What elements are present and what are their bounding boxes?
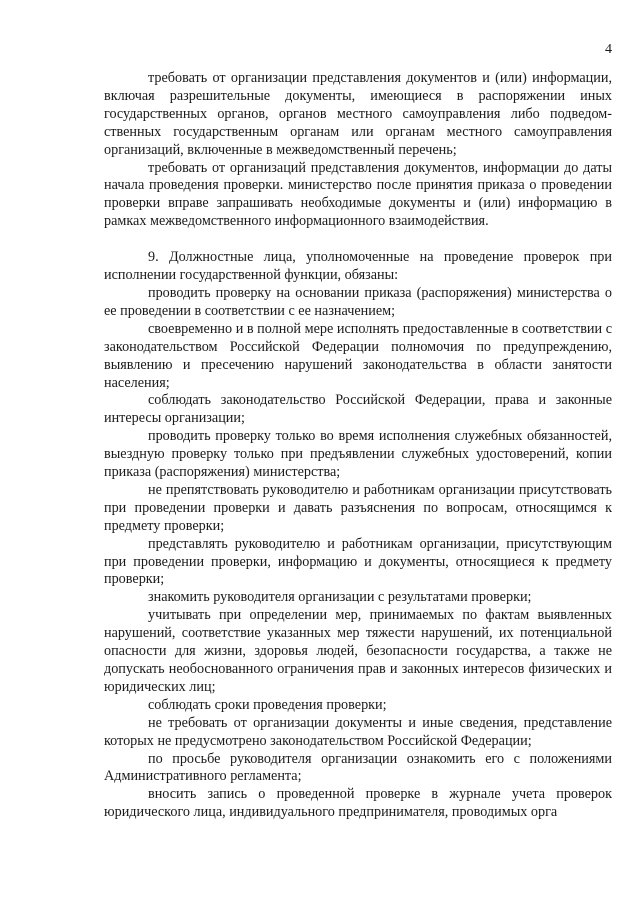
paragraph: учитывать при определении мер, принимаемых по фактам выявленных нарушений, соответствие указанных мер тяжести нарушений, их потенциальной опасности для жизни, здоровья людей, безопасности государства, а также не допускать необоснованного ограничения прав и законных интересов физических и юридических лиц; xyxy=(104,607,612,695)
paragraph: требовать от организации представления документов и (или) информации, включая разрешительные документы, имеющиеся в распоряжении иных государственных органов, органов местного самоуправления либо подведомственных государственным органам или органам местного самоуправления организаций, включенные в межведомственный перечень; xyxy=(104,70,612,158)
paragraph: не препятствовать руководителю и работникам организации присутствовать при проведении проверки и давать разъяснения по вопросам, относящимся к предмету проверки; xyxy=(104,481,612,534)
paragraph: не требовать от организации документы и иные сведения, представление которых не предусмотрено законодательством Российской Федерации; xyxy=(104,714,612,749)
paragraph: вносить запись о проведенной проверке в журнале учета проверок юридического лица, индивидуального предпринимателя, проводимых орга xyxy=(104,786,612,821)
paragraph: знакомить руководителя организации с результатами проверки; xyxy=(148,589,532,606)
section-heading-paragraph: 9. Должностные лица, уполномоченные на проведение проверок при исполнении государственной функции, обязаны: xyxy=(104,249,612,284)
paragraph: соблюдать законодательство Российской Федерации, права и законные интересы организации; xyxy=(104,392,612,427)
page-number: 4 xyxy=(605,42,612,57)
paragraph-spacer xyxy=(104,231,612,249)
paragraph: проводить проверку только во время исполнения служебных обязанностей, выездную проверку только при предъявлении служебных удостоверений, копии приказа (распоряжения) министерства; xyxy=(104,428,612,481)
paragraph: проводить проверку на основании приказа (распоряжения) министерства о ее проведении в соответствии с ее назначением; xyxy=(104,284,612,319)
page-body xyxy=(104,70,612,822)
paragraph: требовать от организаций представления документов, информации до даты начала проведения проверки. министерство после принятия приказа о проведении проверки вправе запрашивать необходимые документы и (или) информацию в рамках межведомственного информационного взаимодействия. xyxy=(104,159,612,230)
paragraph: своевременно и в полной мере исполнять предоставленные в соответствии с законодательством Российской Федерации полномочия по предупреждению, выявлению и пресечению нарушений законодательства в области занятости населения; xyxy=(104,320,612,391)
paragraph: представлять руководителю и работникам организации, присутствующим при проведении проверки, информацию и документы, относящиеся к предмету проверки; xyxy=(104,535,612,588)
paragraph: соблюдать сроки проведения проверки; xyxy=(148,696,387,713)
paragraph: по просьбе руководителя организации ознакомить его с положениями Административного регламента; xyxy=(104,750,612,785)
